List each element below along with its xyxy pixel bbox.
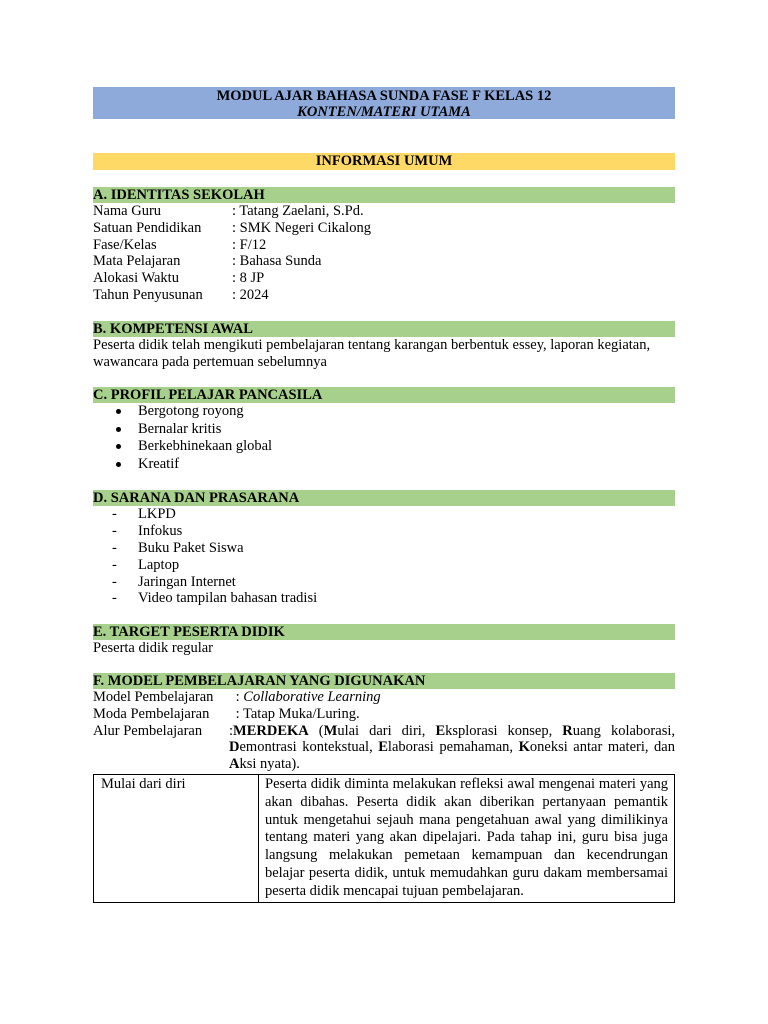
alur-initial: A <box>229 756 240 773</box>
list-item: - Laptop <box>93 557 675 574</box>
alur-initial: M <box>323 722 338 739</box>
identitas-value: : SMK Negeri Cikalong <box>232 219 371 236</box>
table-cell-desc: Peserta didik diminta melakukan refleksi awal mengenai materi yang akan dibahas. Peserta didik akan diberikan pertanyaan pemantik untuk mengetahui sejauh mana pengetahuan awal yang dimilikinya tentang materi yang akan dipelajari. Pada tahap ini, guru bisa juga langsung melakukan pemetaan kemampuan dan kecendrungan belajar peserta didik, untuk memudahkan guru dakam membersamai peserta didik mencapai tujuan pembelajaran. <box>259 774 675 902</box>
alur-text: oneksi antar materi, dan <box>529 739 675 756</box>
section-f-heading: F. MODEL PEMBELAJARAN YANG DIGUNAKAN <box>93 673 675 689</box>
identitas-value: : Bahasa Sunda <box>232 253 322 270</box>
identitas-row <box>93 237 675 254</box>
moda-row <box>93 706 675 723</box>
document-title: MODUL AJAR BAHASA SUNDA FASE F KELAS 12 <box>216 88 552 104</box>
section-d-heading: D. SARANA DAN PRASARANA <box>93 490 675 506</box>
profil-pancasila-list <box>93 403 675 473</box>
alur-text: laborasi pemahaman, <box>387 739 519 756</box>
table-row <box>94 774 675 902</box>
alur-text: ksi nyata). <box>239 756 300 773</box>
list-item: Berkebhinekaan global <box>93 438 675 456</box>
section-a-heading: A. IDENTITAS SEKOLAH <box>93 187 675 203</box>
info-umum-heading: INFORMASI UMUM <box>93 153 675 170</box>
alur-text: ulai dari diri, <box>337 722 436 739</box>
identitas-row <box>93 253 675 270</box>
identitas-row <box>93 270 675 287</box>
list-item: Kreatif <box>93 456 675 474</box>
document-page <box>93 87 675 903</box>
identitas-value: : F/12 <box>232 236 267 253</box>
alur-keyword: MERDEKA <box>233 722 309 739</box>
model-label: Model Pembelajaran <box>93 688 214 705</box>
list-item: - Video tampilan bahasan tradisi <box>93 590 675 607</box>
identitas-row <box>93 203 675 220</box>
alur-row <box>93 723 675 773</box>
model-sep: : <box>232 688 244 705</box>
identitas-label: Satuan Pendidikan <box>93 219 202 236</box>
target-peserta-text: Peserta didik regular <box>93 640 213 657</box>
moda-label: Moda Pembelajaran <box>93 705 210 722</box>
identitas-list <box>93 203 675 304</box>
list-item: - Buku Paket Siswa <box>93 540 675 557</box>
identitas-label: Fase/Kelas <box>93 236 157 253</box>
identitas-row <box>93 287 675 304</box>
list-item: - LKPD <box>93 506 675 523</box>
document-subtitle: KONTEN/MATERI UTAMA <box>297 104 471 120</box>
moda-value: : Tatap Muka/Luring. <box>232 705 360 722</box>
list-item: - Infokus <box>93 523 675 540</box>
model-row <box>93 689 675 706</box>
alur-text: ( <box>308 722 324 739</box>
alur-initial: E <box>435 722 446 739</box>
alur-initial: D <box>229 739 240 756</box>
identitas-label: Alokasi Waktu <box>93 270 179 287</box>
alur-initial: K <box>518 739 530 756</box>
identitas-value: : Tatang Zaelani, S.Pd. <box>232 203 364 219</box>
alur-prefix: : <box>229 722 234 739</box>
identitas-value: : 2024 <box>232 286 269 303</box>
alur-label: Alur Pembelajaran <box>93 722 203 739</box>
identitas-label: Nama Guru <box>93 203 162 219</box>
alur-detail-table <box>93 774 675 903</box>
list-item: Bernalar kritis <box>93 421 675 439</box>
identitas-label: Tahun Penyusunan <box>93 286 203 303</box>
model-value-wrap <box>232 689 675 706</box>
identitas-value: : 8 JP <box>232 270 265 287</box>
alur-text: ksplorasi konsep, <box>445 722 563 739</box>
document-title-band <box>93 87 675 119</box>
list-item: - Jaringan Internet <box>93 574 675 591</box>
identitas-row <box>93 220 675 237</box>
alur-initial: E <box>378 739 388 756</box>
alur-text: uang kolaborasi, <box>572 722 675 739</box>
section-c-heading: C. PROFIL PELAJAR PANCASILA <box>93 387 675 403</box>
alur-initial: R <box>562 722 573 739</box>
kompetensi-awal-text: Peserta didik telah mengikuti pembelajaran tentang karangan berbentuk essey, laporan kegiatan, wawancara pada pertemuan sebelumnya <box>93 336 651 370</box>
section-b-heading: B. KOMPETENSI AWAL <box>93 321 675 337</box>
table-cell-step: Mulai dari diri <box>94 774 259 902</box>
alur-value <box>229 723 675 773</box>
model-value: Collaborative Learning <box>243 688 381 705</box>
sarana-list <box>93 506 675 607</box>
identitas-label: Mata Pelajaran <box>93 253 181 270</box>
list-item: Bergotong royong <box>93 403 675 421</box>
alur-text: emontrasi kontekstual, <box>239 739 379 756</box>
section-e-heading: E. TARGET PESERTA DIDIK <box>93 624 675 640</box>
